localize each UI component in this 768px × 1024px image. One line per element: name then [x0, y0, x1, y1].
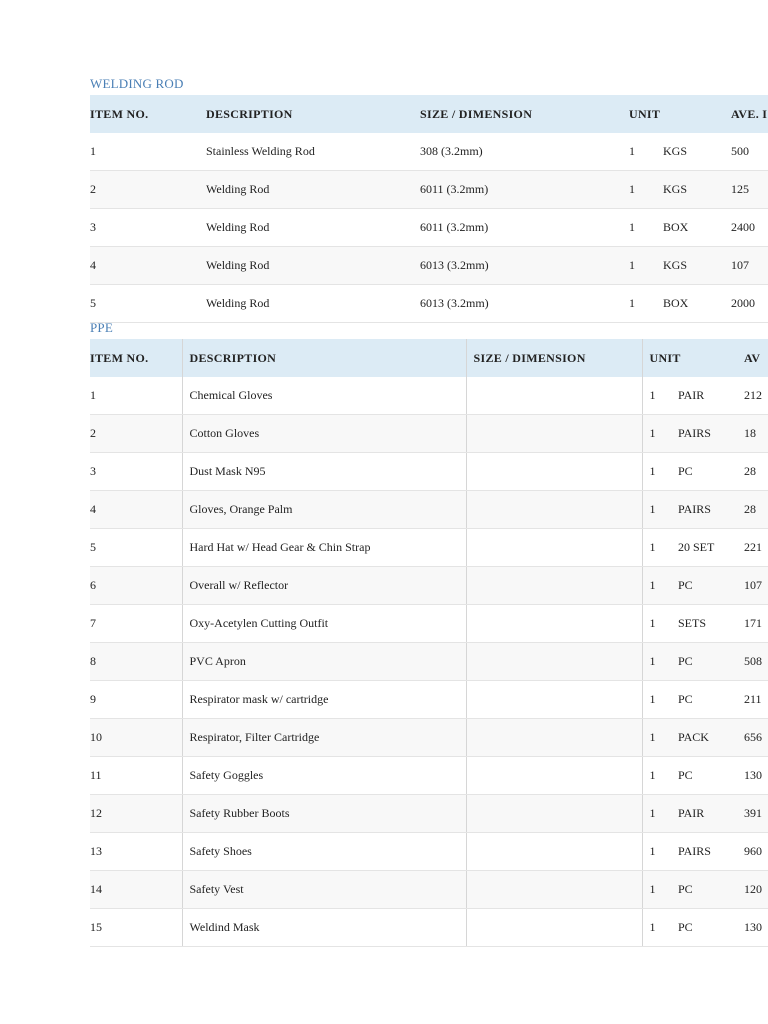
- table-row: [90, 833, 768, 871]
- unit-name-cell: PC: [678, 909, 744, 947]
- description-cell: Respirator, Filter Cartridge: [182, 719, 466, 757]
- table-row: [90, 529, 768, 567]
- unit-qty-cell: 1: [642, 909, 678, 947]
- description-cell: Safety Shoes: [182, 833, 466, 871]
- item-no-cell: 2: [90, 171, 206, 209]
- unit-qty-cell: 1: [642, 605, 678, 643]
- ave-cell: 211: [744, 681, 768, 719]
- description-cell: Hard Hat w/ Head Gear & Chin Strap: [182, 529, 466, 567]
- unit-qty-cell: 1: [629, 171, 663, 209]
- header-item-no: ITEM NO.: [90, 339, 182, 377]
- description-cell: Welding Rod: [206, 247, 420, 285]
- ave-cell: 508: [744, 643, 768, 681]
- unit-qty-cell: 1: [642, 681, 678, 719]
- item-no-cell: 1: [90, 133, 206, 171]
- item-no-cell: 4: [90, 491, 182, 529]
- table-row: [90, 453, 768, 491]
- item-no-cell: 10: [90, 719, 182, 757]
- ave-cell: 28: [744, 491, 768, 529]
- item-no-cell: 15: [90, 909, 182, 947]
- header-description: DESCRIPTION: [206, 95, 420, 133]
- ppe-table: [90, 339, 768, 947]
- unit-name-cell: PC: [678, 681, 744, 719]
- item-no-cell: 9: [90, 681, 182, 719]
- unit-qty-cell: 1: [642, 643, 678, 681]
- ave-cell: 107: [744, 567, 768, 605]
- ave-cell: 125: [731, 171, 768, 209]
- ave-cell: 212: [744, 377, 768, 415]
- table-row: [90, 681, 768, 719]
- unit-qty-cell: 1: [629, 285, 663, 323]
- size-cell: [466, 415, 642, 453]
- unit-qty-cell: 1: [642, 719, 678, 757]
- size-cell: [466, 643, 642, 681]
- size-cell: 6013 (3.2mm): [420, 285, 629, 323]
- size-cell: [466, 909, 642, 947]
- unit-name-cell: BOX: [663, 209, 731, 247]
- size-cell: 6013 (3.2mm): [420, 247, 629, 285]
- header-description: DESCRIPTION: [182, 339, 466, 377]
- description-cell: Dust Mask N95: [182, 453, 466, 491]
- item-no-cell: 3: [90, 453, 182, 491]
- table-row: [90, 247, 768, 285]
- table-row: [90, 491, 768, 529]
- unit-qty-cell: 1: [642, 453, 678, 491]
- table-row: [90, 567, 768, 605]
- unit-name-cell: PC: [678, 453, 744, 491]
- unit-name-cell: PACK: [678, 719, 744, 757]
- ave-cell: 120: [744, 871, 768, 909]
- unit-qty-cell: 1: [642, 871, 678, 909]
- unit-name-cell: PC: [678, 757, 744, 795]
- size-cell: [466, 833, 642, 871]
- size-cell: [466, 453, 642, 491]
- size-cell: [466, 719, 642, 757]
- unit-name-cell: 20 SET: [678, 529, 744, 567]
- table-row: [90, 209, 768, 247]
- unit-qty-cell: 1: [629, 209, 663, 247]
- size-cell: [466, 871, 642, 909]
- description-cell: Overall w/ Reflector: [182, 567, 466, 605]
- header-unit: UNIT: [629, 95, 731, 133]
- item-no-cell: 2: [90, 415, 182, 453]
- ave-cell: 130: [744, 757, 768, 795]
- unit-qty-cell: 1: [629, 247, 663, 285]
- description-cell: Weldind Mask: [182, 909, 466, 947]
- item-no-cell: 14: [90, 871, 182, 909]
- item-no-cell: 5: [90, 529, 182, 567]
- size-cell: [466, 491, 642, 529]
- unit-name-cell: PAIRS: [678, 491, 744, 529]
- header-ave: AVE. I: [731, 95, 768, 133]
- unit-qty-cell: 1: [642, 491, 678, 529]
- description-cell: Welding Rod: [206, 171, 420, 209]
- ave-cell: 2000: [731, 285, 768, 323]
- header-unit: UNIT: [642, 339, 744, 377]
- unit-qty-cell: 1: [642, 415, 678, 453]
- item-no-cell: 13: [90, 833, 182, 871]
- ave-cell: 391: [744, 795, 768, 833]
- size-cell: [466, 529, 642, 567]
- unit-qty-cell: 1: [642, 567, 678, 605]
- ppe-header-row: [90, 339, 768, 377]
- size-cell: 6011 (3.2mm): [420, 209, 629, 247]
- size-cell: [466, 605, 642, 643]
- ave-cell: 171: [744, 605, 768, 643]
- item-no-cell: 11: [90, 757, 182, 795]
- unit-name-cell: PAIRS: [678, 833, 744, 871]
- header-size: SIZE / DIMENSION: [420, 95, 629, 133]
- size-cell: [466, 757, 642, 795]
- unit-name-cell: KGS: [663, 171, 731, 209]
- table-row: [90, 171, 768, 209]
- item-no-cell: 3: [90, 209, 206, 247]
- table-row: [90, 605, 768, 643]
- unit-name-cell: KGS: [663, 133, 731, 171]
- unit-name-cell: PAIRS: [678, 415, 744, 453]
- ave-cell: 960: [744, 833, 768, 871]
- unit-qty-cell: 1: [642, 529, 678, 567]
- table-row: [90, 377, 768, 415]
- size-cell: 6011 (3.2mm): [420, 171, 629, 209]
- unit-name-cell: KGS: [663, 247, 731, 285]
- description-cell: PVC Apron: [182, 643, 466, 681]
- ave-cell: 107: [731, 247, 768, 285]
- description-cell: Cotton Gloves: [182, 415, 466, 453]
- ave-cell: 28: [744, 453, 768, 491]
- item-no-cell: 4: [90, 247, 206, 285]
- table-row: [90, 909, 768, 947]
- unit-qty-cell: 1: [642, 795, 678, 833]
- table-row: [90, 795, 768, 833]
- welding-rod-table: [90, 95, 768, 323]
- item-no-cell: 1: [90, 377, 182, 415]
- unit-name-cell: PC: [678, 643, 744, 681]
- size-cell: 308 (3.2mm): [420, 133, 629, 171]
- ave-cell: 656: [744, 719, 768, 757]
- unit-name-cell: PC: [678, 567, 744, 605]
- unit-qty-cell: 1: [642, 833, 678, 871]
- description-cell: Safety Goggles: [182, 757, 466, 795]
- description-cell: Oxy-Acetylen Cutting Outfit: [182, 605, 466, 643]
- item-no-cell: 12: [90, 795, 182, 833]
- header-ave: AV: [744, 339, 768, 377]
- unit-name-cell: SETS: [678, 605, 744, 643]
- table-row: [90, 719, 768, 757]
- description-cell: Welding Rod: [206, 285, 420, 323]
- unit-qty-cell: 1: [642, 377, 678, 415]
- unit-name-cell: PAIR: [678, 377, 744, 415]
- table-row: [90, 757, 768, 795]
- table-row: [90, 285, 768, 323]
- ave-cell: 18: [744, 415, 768, 453]
- item-no-cell: 6: [90, 567, 182, 605]
- item-no-cell: 8: [90, 643, 182, 681]
- item-no-cell: 5: [90, 285, 206, 323]
- size-cell: [466, 567, 642, 605]
- description-cell: Welding Rod: [206, 209, 420, 247]
- welding-rod-header-row: [90, 95, 768, 133]
- unit-qty-cell: 1: [629, 133, 663, 171]
- header-size: SIZE / DIMENSION: [466, 339, 642, 377]
- size-cell: [466, 681, 642, 719]
- unit-name-cell: PAIR: [678, 795, 744, 833]
- ave-cell: 130: [744, 909, 768, 947]
- welding-rod-title: WELDING ROD: [90, 76, 184, 91]
- table-row: [90, 643, 768, 681]
- ave-cell: 2400: [731, 209, 768, 247]
- header-item-no: ITEM NO.: [90, 95, 206, 133]
- ave-cell: 500: [731, 133, 768, 171]
- table-row: [90, 133, 768, 171]
- description-cell: Respirator mask w/ cartridge: [182, 681, 466, 719]
- unit-qty-cell: 1: [642, 757, 678, 795]
- description-cell: Gloves, Orange Palm: [182, 491, 466, 529]
- description-cell: Chemical Gloves: [182, 377, 466, 415]
- size-cell: [466, 377, 642, 415]
- description-cell: Safety Rubber Boots: [182, 795, 466, 833]
- unit-name-cell: PC: [678, 871, 744, 909]
- ave-cell: 221: [744, 529, 768, 567]
- unit-name-cell: BOX: [663, 285, 731, 323]
- ppe-title: PPE: [90, 320, 114, 335]
- size-cell: [466, 795, 642, 833]
- description-cell: Stainless Welding Rod: [206, 133, 420, 171]
- item-no-cell: 7: [90, 605, 182, 643]
- table-row: [90, 415, 768, 453]
- description-cell: Safety Vest: [182, 871, 466, 909]
- table-row: [90, 871, 768, 909]
